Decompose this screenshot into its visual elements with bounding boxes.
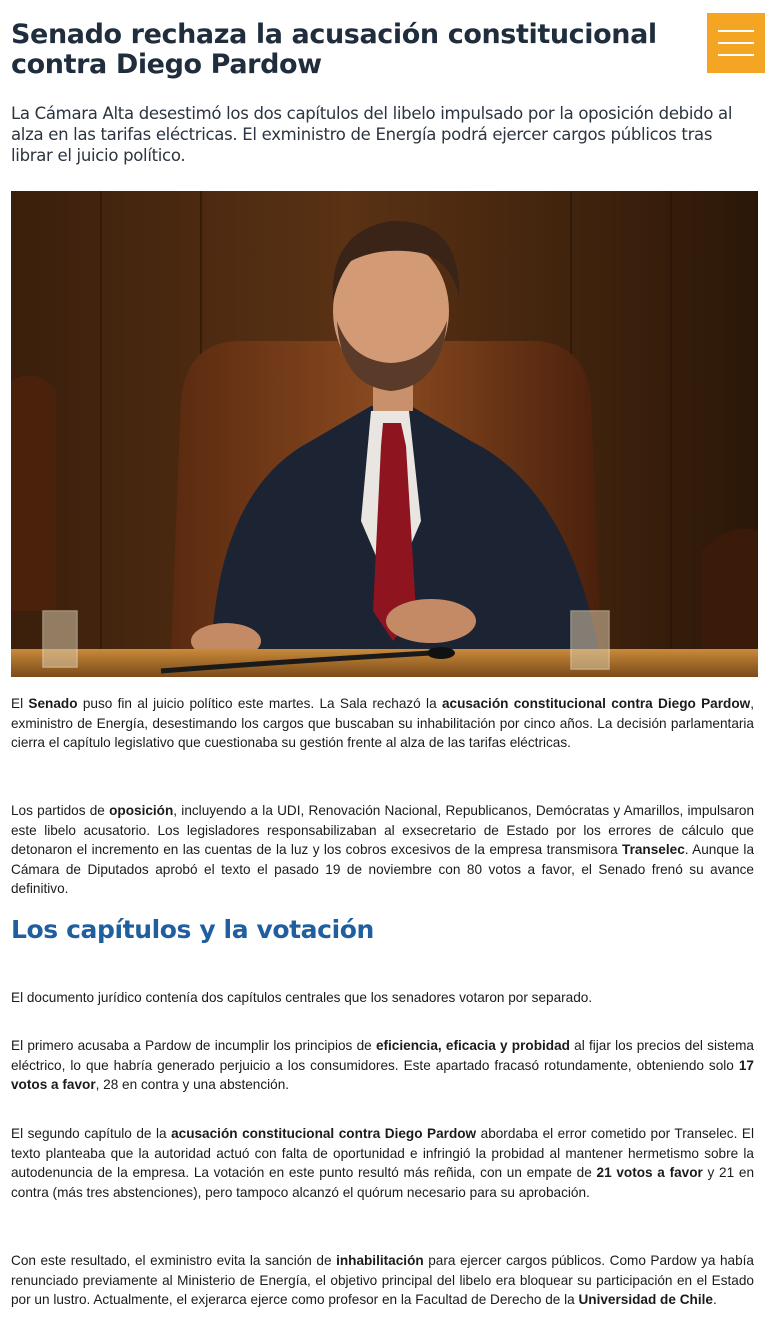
article-lead: La Cámara Alta desestimó los dos capítulos del libelo impulsado por la oposición debido al alza en las tarifas eléctricas. El exministro de Energía podrá ejercer cargos públicos tras librar el juicio político. [11,104,733,165]
paragraph-text: y 21 en contra (más tres abstenciones), pero tampoco alcanzó el quórum necesario para su aprobación. [11,1165,754,1200]
paragraph-text: abordaba el error cometido por Transelec. El texto planteaba que la autoridad actuó con falta de oportunidad e infringió la probidad al mantener hermetismo sobre la autodenuncia de la empresa. La votación en este punto resultó más reñida, con un empate de [11,1126,754,1180]
article-photo [11,191,758,677]
section-title: Los capítulos y la votación [11,915,374,944]
emphasized-text: Universidad de Chile [578,1292,713,1307]
emphasized-text: oposición [109,803,174,818]
emphasized-text: 17 votos a favor [11,1057,754,1092]
paragraph-text: al fijar los precios del sistema eléctrico, lo que habría generado perjuicio a los consumidores. Este apartado fracasó rotundamente, obteniendo solo [11,1038,754,1073]
emphasized-text: 21 votos a favor [596,1165,703,1180]
paragraph-text: , exministro de Energía, desestimando los cargos que buscaban su inhabilitación por cinco años. La decisión parlamentaria cierra el capítulo legislativo que cuestionaba su gestión frente al alza de las tarifas eléctricas. [11,696,754,750]
menu-button[interactable] [707,13,765,73]
paragraph-text: Con este resultado, el exministro evita la sanción de [11,1253,337,1268]
emphasized-text: acusación constitucional contra Diego Pardow [441,696,751,711]
article-paragraph [11,988,754,1008]
article-paragraph [11,694,754,753]
paragraph-text: , 28 en contra y una abstención. [95,1077,290,1092]
paragraph-text: Los partidos de [11,803,110,818]
paragraph-text: El segundo capítulo de la [11,1126,172,1141]
emphasized-text: Senado [28,696,78,711]
article-paragraph [11,1124,754,1202]
article-paragraph [11,801,754,899]
emphasized-text: inhabilitación [336,1253,424,1268]
paragraph-text: para ejercer cargos públicos. Como Pardow ya había renunciado previamente al Ministerio de Energía, el objetivo principal del libelo era bloquear su participación en el Estado por un lustro. Actualmente, el exjerarca ejerce como profesor en la Facultad de Derecho de la [11,1253,754,1307]
paragraph-text: . [712,1292,717,1307]
emphasized-text: Transelec [622,842,685,857]
paragraph-text: . Aunque la Cámara de Diputados aprobó el texto el pasado 19 de noviembre con 80 votos a favor, el Senado frenó su avance definitivo. [11,842,755,896]
emphasized-text: eficiencia, eficacia y probidad [375,1038,570,1053]
hamburger-menu-icon-bar [718,42,754,44]
article-paragraph [11,1251,754,1310]
paragraph-text: El documento jurídico contenía dos capítulos centrales que los senadores votaron por separado. [11,990,593,1005]
paragraph-text: El [11,696,29,711]
paragraph-text: puso fin al juicio político este martes. La Sala rechazó la [77,696,442,711]
article-headline: Senado rechaza la acusación constitucional contra Diego Pardow [11,19,657,80]
article-paragraph [11,1036,754,1095]
emphasized-text: acusación constitucional contra Diego Pardow [171,1126,477,1141]
hamburger-menu-icon [718,30,754,32]
hamburger-menu-icon-bar [718,54,754,56]
paragraph-text: , incluyendo a la UDI, Renovación Nacional, Republicanos, Demócratas y Amarillos, impulsaron este libelo acusatorio. Los legisladores responsabilizaban al exsecretario de Estado por los errores de cálculo que detonaron el incremento en las cuentas de la luz y los cobros excesivos de la empresa transmisora [11,803,754,857]
paragraph-text: El primero acusaba a Pardow de incumplir los principios de [11,1038,376,1053]
